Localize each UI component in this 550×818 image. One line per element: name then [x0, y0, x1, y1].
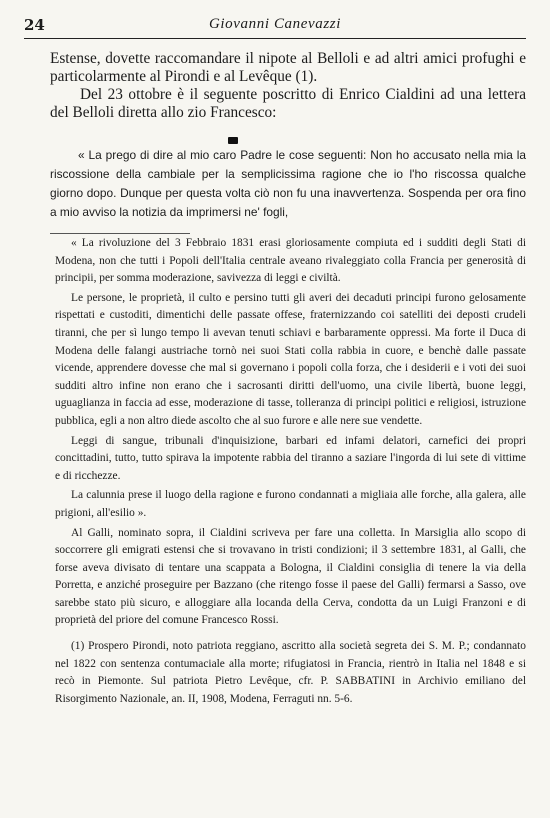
footnote-paragraph: Leggi di sangue, tribunali d'inquisizione, barbari ed infami delatori, carnefici dei propri concittadini, tutto, tutto spirava la impotente rabbia del tiranno a saziare l'ingorda di lui sete di vittime e di ricchezze. [55, 434, 526, 482]
footnote-1: (1) Prospero Pirondi, noto patriota reggiano, ascritto alla società segreta dei S. M. P.; condannato nel 1822 con sentenza contumaciale alla morte; rifugiatosi in Francia, rientrò in Italia nel 1848 e si recò in Piemonte. Sul patriota Pietro Levêque, cfr. P. SABBATINI in Archivio emiliano del Risorgimento Nazionale, an. II, 1908, Modena, Ferraguti nn. 5-6. [55, 640, 526, 705]
ink-mark [228, 137, 238, 144]
running-title: Giovanni Canevazzi [208, 16, 342, 32]
footnote-paragraph: La calunnia prese il luogo della ragione e furono condannati a migliaia alle forche, alla galera, alle prigioni, all'esilio ». [55, 489, 526, 519]
footnote-paragraph: Al Galli, nominato sopra, il Cialdini scriveva per fare una colletta. In Marsiglia allo scopo di soccorrere gli emigrati estensi che si trovavano in tristi condizioni; il 3 settembre 1831, al Galli, che forse aveva divisato di tentare una scappata a Bologna, il Cialdini consiglia di tenere la via della Porretta, e anziché proseguire per Bazzano (che ritengo fosse il paese del Galli) fermarsi a Sasso, ove sarebbe stato più sicuro, e alloggiare alla locanda della Cerva, condotta da un Luigi Franzoni e di proprietà del priore del comune Francesco Rossi. [55, 526, 526, 627]
page-number: 24 [24, 16, 45, 34]
quoted-letter [50, 146, 526, 222]
footnotes [55, 235, 526, 710]
footnote-paragraph: Le persone, le proprietà, il culto e persino tutti gli averi dei decaduti principi furono gelosamente rispettati e custoditi, dimentichi delle passate offese, fraternizzando coi satelliti dei deposti crudeli tiranni, che per sì lungo tempo li avevan tenuti schiavi e barbaramente oppressi. Ma forte il Duca di Modena delle falangi austriache tornò nei suoi Stati colla rabbia in cuore, e benchè dalle passate vicende, apprendere dovesse che mal si governano i popoli colla forza, che i desiderii e i voti dei suoi sudditi altro infine non erano che i sacrosanti diritti dell'uomo, una civile libertà, buone leggi, uguaglianza in faccia ad esse, moderazione di tasse, tolleranza di principi politici e religiosi, istruzione pubblica, egli a non altro diede ascolto che al suo furore e alle nere sue vendette. [55, 291, 526, 427]
main-text [50, 50, 526, 122]
quote-paragraph: « La prego di dire al mio caro Padre le cose seguenti: Non ho accusato nella mia la riscossione della cambiale per la semplicissima ragione che io l'ho riscossa qualche giorno dopo. Dunque per questa volta ciò non fu una inavvertenza. Sospenda per ora fino a mio avviso la notizia da imprimersi ne' fogli, [50, 148, 526, 219]
body-paragraph: Estense, dovette raccomandare il nipote al Belloli e ad altri amici profughi e particolarmente al Pirondi e al Levêque (1). [50, 50, 526, 85]
body-paragraph: Del 23 ottobre è il seguente poscritto di Enrico Cialdini ad una lettera del Belloli diretta allo zio Francesco: [50, 86, 526, 121]
footnote-separator [50, 233, 190, 234]
footnote-paragraph: « La rivoluzione del 3 Febbraio 1831 erasi gloriosamente compiuta ed i sudditi degli Stati di Modena, non che tutti i Popoli dell'Italia centrale aveano rivaleggiato colla Francia per generosità di principii, per somma moderazione, savivezza di leggi e civiltà. [55, 237, 526, 285]
page-header [24, 14, 526, 39]
